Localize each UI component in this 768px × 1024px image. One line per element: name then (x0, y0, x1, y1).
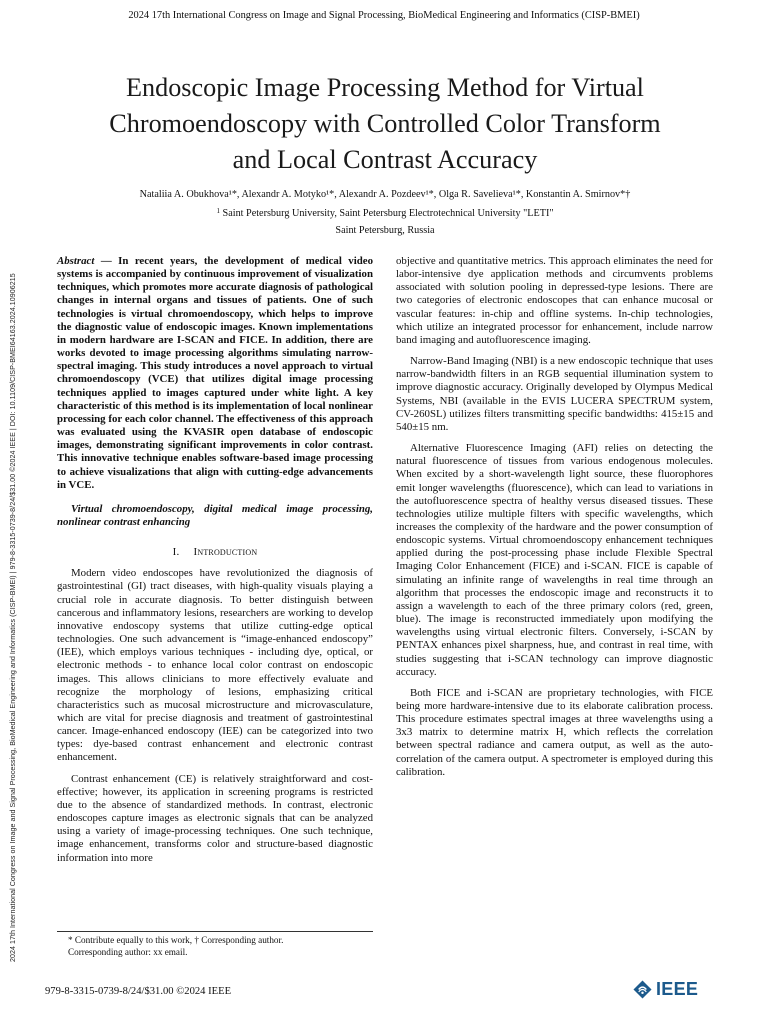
section-heading (57, 546, 373, 559)
paragraph: Both FICE and i-SCAN are proprietary technologies, with FICE being more hardware-intensive due to its elaborate calibration process. This procedure estimates spectral images at three wavelengths using a 3x3 matrix to determine matrix H, which reflects the correlation between spectral radiance and camera output, as well as the auto-correlation of the camera output. A spectrometer is employed during this calibration. (396, 686, 713, 778)
doi-side-text: 2024 17th International Congress on Image and Signal Processing, BioMedical Engineering and Informatics (CISP-BMEI) | 979-8-3315-0739-8/24/$31.00 ©2024 IEEE | DOI: 10.1109/CISP-BMEI64163.2024.10906215 (9, 273, 17, 962)
section-title: Introduction (193, 546, 258, 559)
title-line: and Local Contrast Accuracy (232, 145, 538, 174)
affiliation (40, 207, 730, 219)
footnote: * Contribute equally to this work, † Corresponding author. (68, 935, 284, 945)
affiliation-city: Saint Petersburg, Russia (335, 225, 435, 236)
paragraph: objective and quantitative metrics. This approach eliminates the need for labor-intensive dye application methods and circumvents problems associated with solution pooling in depressed-type lesions. There are two categories of electronic endoscopes that can enhance mucosal or vascular features: in-chip and offline systems. In-chip technologies, which utilize an integrated processor for enhancement, include narrow band imaging and autofluorescence imaging. (396, 255, 713, 346)
keywords: Virtual chromoendoscopy, digital medical image processing, nonlinear contrast enhancing (57, 502, 373, 528)
ieee-logo (633, 978, 698, 1000)
paragraph: Contrast enhancement (CE) is relatively straightforward and cost-effective; however, its application in screening programs is restricted due to the absence of standardized methods. In contrast, electronic endoscopes capture images as electronic signals that can be analyzed using a variety of image-processing techniques. One such technique, image enhancement, transforms color and structure-based diagnostic information into more (57, 772, 373, 864)
right-column (396, 255, 713, 787)
abstract (57, 255, 373, 492)
affiliation-mark: 1 (216, 207, 220, 215)
conference-header: 2024 17th International Congress on Image and Signal Processing, BioMedical Engineering and Informatics (CISP-BMEI) (128, 10, 640, 21)
author-list: Nataliia A. Obukhova¹*, Alexandr A. Motyko¹*, Alexandr A. Pozdeev¹*, Olga R. Savelieva¹*, Konstantin A. Smirnov*† (139, 189, 631, 200)
section-number: I. (172, 546, 180, 559)
paragraph: Alternative Fluorescence Imaging (AFI) relies on detecting the natural fluorescence of tissues from various endogenous molecules. When excited by a short-wavelength light source, these fluorophores emit longer wavelengths (fluorescence), which can lead to variations in the autofluorescence spectra of healthy versus diseased tissues. These technologies utilize multiple filters with specific wavelengths, which increases the complexity of the hardware and the power consumption of endoscopic systems. Virtual chromoendoscopy enhancement techniques applied during the post-processing phase include Flexible Spectral Imaging Color Enhancement (FICE) and i-SCAN. FICE is capable of simulating an infinite range of wavelengths in real time through an algorithm that processes the endoscopic image and reconstructs it to assign a wavelength to each of the three primary colors (red, green, blue). The image is reconstructed immediately upon modifying the wavelengths using virtual electronic filters. Conversely, i-SCAN by PENTAX enhances pixel sharpness, hue, and contrast in real time, with studies suggesting that i-SCAN technology can improve diagnostic accuracy. (396, 442, 713, 678)
paper-title (40, 70, 730, 178)
abstract-text: — In recent years, the development of medical video systems is accompanied by continuous improvement of visualization techniques, which promotes more accurate diagnosis of pathological changes in internal organs and tissues of patients. One of such technologies is virtual chromoendoscopy, which helps to improve the diagnostic value of endoscopic images. Known implementations in modern hardware are I-SCAN and FICE. In addition, there are works devoted to image processing algorithms simulating narrow-spectral imaging. This study introduces a novel approach to virtual chromoendoscopy (VCE) that utilizes digital image processing techniques applied to images captured under white light. A key characteristic of this method is its implementation of local nonlinear processing for each color channel. The effectiveness of this approach was evaluated using the KVASIR open database of endoscopic images, demonstrating significant improvements in color contrast. This innovative technique enables software-based image processing to achieve visualizations that align with cutting-edge advancements in VCE. (57, 255, 373, 491)
copyright-footer: 979-8-3315-0739-8/24/$31.00 ©2024 IEEE (45, 986, 232, 997)
left-column (57, 255, 373, 873)
title-line: Endoscopic Image Processing Method for Virtual (126, 73, 644, 102)
paragraph: Modern video endoscopes have revolutionized the diagnosis of gastrointestinal (GI) tract diseases, with high-quality visuals playing a crucial role in accurate diagnosis. To better distinguish between cancerous and inflammatory lesions, researchers are working to develop innovative endoscopy systems that utilize cutting-edge optical technologies. One such advancement is “image-enhanced endoscopy” (IEE), which employs various techniques - including dye, optical, or electronic methods - to enhance local color contrast on endoscopic images. This allows clinicians to more effectively evaluate and recognize the morphology of lesions, emphasizing critical characteristics such as mucosal microstructure and microvasculature, which are vital for precise diagnosis and treatment of gastrointestinal cancer. Image-enhanced endoscopy (IEE) can be categorized into two types: dye-based contrast enhancement and electronic contrast enhancement. (57, 567, 373, 764)
abstract-label: Abstract (57, 255, 95, 267)
footnote-divider (57, 931, 373, 932)
ieee-diamond-icon (633, 980, 652, 999)
ieee-logo-text: IEEE (656, 978, 699, 999)
footnote: Corresponding author: xx email. (68, 947, 188, 957)
title-line: Chromoendoscopy with Controlled Color Transform (109, 109, 661, 138)
affiliation-text: Saint Petersburg University, Saint Petersburg Electrotechnical University "LETI" (222, 208, 554, 219)
paragraph: Narrow-Band Imaging (NBI) is a new endoscopic technique that uses narrow-bandwidth filters in an RGB sequential illumination system to improve diagnostic accuracy. Originally developed by Olympus Medical Systems, NBI (available in the EVIS LUCERA SPECTRUM system, CV-260SL) utilizes filters transmitting specific bandwidths: 415±15 and 540±15 nm. (396, 355, 713, 433)
